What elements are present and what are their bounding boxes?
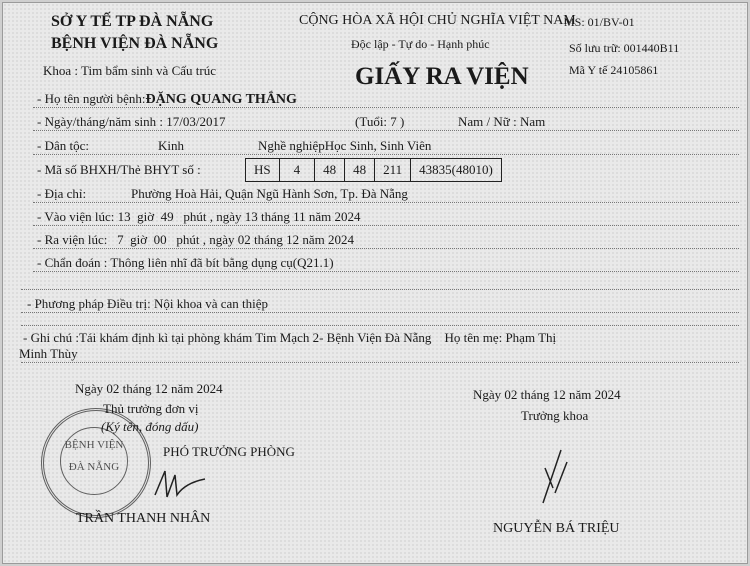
- motto: Độc lập - Tự do - Hạnh phúc: [351, 37, 490, 51]
- right-role: Trưởng khoa: [521, 408, 589, 423]
- dob: 17/03/2017: [166, 114, 226, 129]
- job: Học Sinh, Sinh Viên: [324, 138, 432, 153]
- left-position: PHÓ TRƯỞNG PHÒNG: [163, 444, 295, 459]
- patient-name: ĐẶNG QUANG THẮNG: [145, 92, 297, 107]
- right-date: Ngày 02 tháng 12 năm 2024: [473, 387, 621, 402]
- age: (Tuổi: 7 ): [355, 114, 405, 129]
- form-code: MS: 01/BV-01: [564, 15, 635, 29]
- discharge-time: 7 giờ 00 phút , ngày 02 tháng 12 năm 2024: [117, 232, 355, 247]
- mother-name-cont: Minh Thùy: [19, 346, 78, 361]
- medical-code: Mã Y tế 24105861: [569, 63, 659, 77]
- right-signer-name: NGUYỄN BÁ TRIỆU: [493, 521, 620, 536]
- hospital-stamp: BỆNH VIỆN ĐÀ NẴNG: [41, 408, 151, 518]
- diagnosis: Thông liên nhĩ đã bít bằng dụng cụ(Q21.1): [110, 255, 334, 270]
- archive-number: Số lưu trữ: 001440B11: [569, 41, 680, 55]
- address-label: - Địa chỉ:: [37, 186, 87, 201]
- ethnic-label: - Dân tộc:: [37, 138, 89, 153]
- address: Phường Hoà Hải, Quận Ngũ Hành Sơn, Tp. Đà Nẵng: [131, 186, 408, 201]
- treatment: Nội khoa và can thiệp: [153, 296, 269, 311]
- ethnic: Kinh: [158, 138, 184, 153]
- discharge-paper: SỞ Y TẾ TP ĐÀ NẴNG BỆNH VIỆN ĐÀ NẴNG Khoa : Tim bẩm sinh và Cấu trúc CỘNG HÒA XÃ HỘI CHỦ NGHĨA VIỆT NAM Độc lập - Tự do - Hạnh phúc MS: 01/BV-01 Số lưu trữ: 001440B11 Mã Y tế 24105861 GIẤY RA VIỆN - Họ tên người bệnh:ĐẶNG QUANG THẮNG - Ngày/tháng/năm sinh : 17/03/2017 (Tuổi: 7 ) Nam / Nữ : Nam - Dân tộc: Kinh Nghề nghiệpHọc Sinh, Sinh Viên - Mã số BHXH/Thẻ BHYT số : HS 4 48 48 211 43835(48010) - Địa chỉ: Phường Hoà Hải, Quận Ngũ Hành Sơn, Tp. Đà Nẵng - Vào viện lúc: 13 giờ 49 phút , ngày 13 tháng 11 năm 2024 - Ra viện lúc: 7 giờ 00 phút , ngày 02 tháng 12 năm 2024 - Chẩn đoán : Thông liên nhĩ đã bít bằng dụng cụ(Q21.1) - Phương pháp Điều trị: Nội khoa và can thiệp - Ghi chú :Tái khám định kì tại phòng khám Tim Mạch 2- Bệnh Viện Đà Nẵng Họ tên mẹ: Phạm Thị Minh Thùy Ngày 02 tháng 12 năm 2024 BỆNH VIỆN ĐÀ NẴNG Thủ trưởng đơn vị (Ký tên, đóng dấu) PHÓ TRƯỞNG PHÒNG TRẦN THANH NHÂN Ngày 02 tháng 12 năm 2024 Trưởng khoa NGUYỄN BÁ TRIỆU: [2, 2, 748, 564]
- authority: SỞ Y TẾ TP ĐÀ NẴNG: [51, 13, 214, 30]
- left-signature: [153, 465, 213, 505]
- document-title: GIẤY RA VIỆN: [355, 63, 529, 90]
- note: Tái khám định kì tại phòng khám Tim Mạch 2- Bệnh Viện Đà Nẵng: [78, 330, 432, 345]
- hospital-name: BỆNH VIỆN ĐÀ NẴNG: [51, 35, 219, 52]
- insurance-label: - Mã số BHXH/Thẻ BHYT số :: [37, 162, 201, 177]
- right-signature: [533, 448, 573, 508]
- name-label: - Họ tên người bệnh:: [37, 91, 146, 106]
- department: Khoa : Tim bẩm sinh và Cấu trúc: [43, 63, 216, 78]
- insurance-number-box: HS 4 48 48 211 43835(48010): [245, 158, 502, 182]
- left-date: Ngày 02 tháng 12 năm 2024: [75, 381, 223, 396]
- sign-instruction: (Ký tên, đóng dấu): [101, 419, 199, 434]
- left-signer-name: TRẦN THANH NHÂN: [76, 511, 211, 526]
- left-role: Thủ trưởng đơn vị: [103, 401, 199, 416]
- sex: Nam: [519, 114, 546, 129]
- mother-name: Phạm Thị: [505, 330, 557, 345]
- nation-title: CỘNG HÒA XÃ HỘI CHỦ NGHĨA VIỆT NAM: [299, 13, 576, 28]
- dob-label: - Ngày/tháng/năm sinh : 17/03/2017: [37, 114, 226, 129]
- admit-time: 13 giờ 49 phút , ngày 13 tháng 11 năm 2024: [117, 209, 361, 224]
